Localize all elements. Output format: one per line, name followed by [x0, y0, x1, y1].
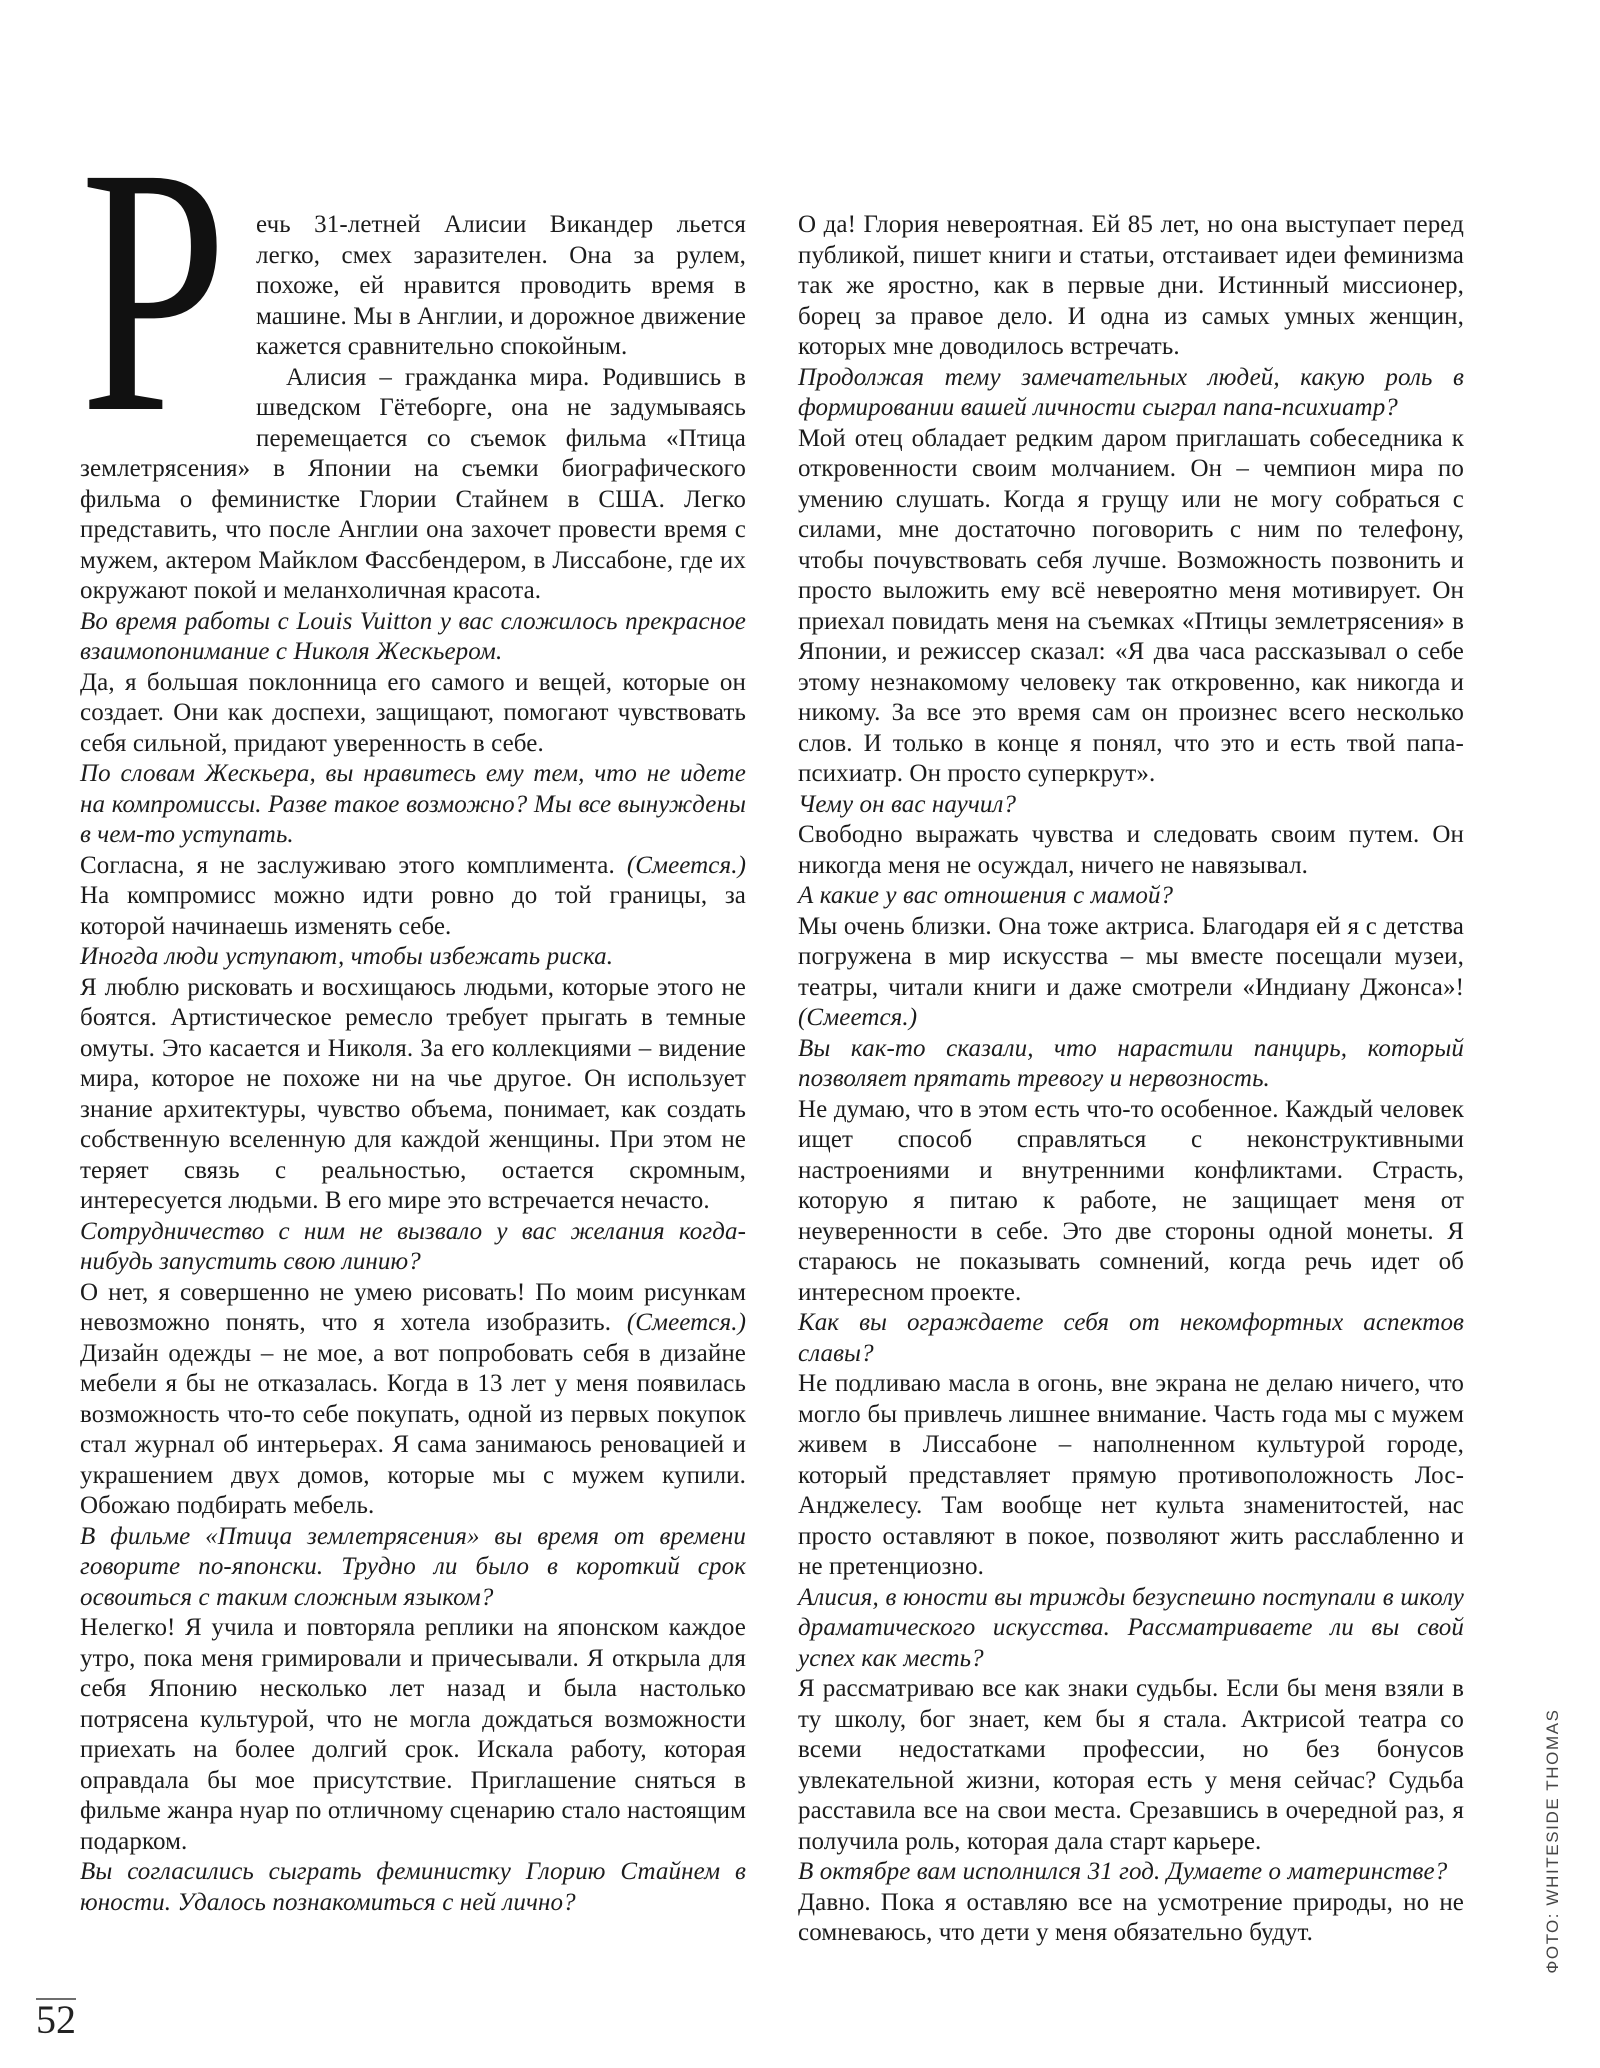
article-column-left: [80, 95, 746, 1918]
interview-question: Как вы ограждаете себя от некомфортных аспектов славы?: [798, 1309, 1464, 1367]
intro-paragraph: ечь 31-летней Алисии Викандер льется легко, смех заразителен. Она за рулем, похоже, ей нравится проводить время в машине. Мы в Англии, и дорожное движение кажется сравнительно спокойным.: [256, 211, 746, 360]
intro-paragraph: Алисия – гражданка мира. Родившись в шведском Гётеборге, она не задумываясь перемещается со съемок фильма «Птица землетрясения» в Японии на съемки биографического фильма о феминистке Глории Стайнем в США. Легко представить, что после Англии она захочет провести время с мужем, актером Майклом Фассбендером, в Лиссабоне, где их окружают покой и меланхоличная красота.: [80, 363, 746, 604]
interview-answer: Я рассматриваю все как знаки судьбы. Если бы меня взяли в ту школу, бог знает, кем бы я стала. Актрисой театра со всеми недостатками профессии, но без бонусов увлекательной жизни, которая есть у меня сейчас? Судьба расставила все на свои места. Срезавшись в очередной раз, я получила роль, которая дала старт карьере.: [798, 1675, 1464, 1855]
interview-question: Вы согласились сыграть феминистку Глорию Стайнем в юности. Удалось познакомиться с ней лично?: [80, 1858, 746, 1916]
interview-answer: Да, я большая поклонница его самого и вещей, которые он создает. Они как доспехи, защищают, помогают чувствовать себя сильной, придают уверенность в себе.: [80, 668, 746, 757]
drop-cap: [80, 95, 256, 486]
interview-answer: Нелегко! Я учила и повторяла реплики на японском каждое утро, пока меня гримировали и причесывали. Я открыла для себя Японию несколько лет назад и была настолько потрясена культурой, что не могла дождаться возможности приехать на более долгий срок. Искала работу, которая оправдала бы мое присутствие. Приглашение сняться в фильме жанра нуар по отличному сценарию стало настоящим подарком.: [80, 1614, 746, 1855]
article-column-right: [798, 210, 1464, 1949]
interview-question: Во время работы с Louis Vuitton у вас сложилось прекрасное взаимопонимание с Николя Жескьером.: [80, 607, 746, 665]
interview-answer: Я люблю рисковать и восхищаюсь людьми, которые этого не боятся. Артистическое ремесло требует прыгать в темные омуты. Это касается и Николя. За его коллекциями – видение мира, которое не похоже ни на чье другое. Он использует знание архитектуры, чувство объема, понимает, как создать собственную вселенную для каждой женщины. При этом не теряет связь с реальностью, остается скромным, интересуется людьми. В его мире это встречается нечасто.: [80, 973, 746, 1214]
interview-question: По словам Жескьера, вы нравитесь ему тем, что не идете на компромиссы. Разве такое возможно? Мы все вынуждены в чем-то уступать.: [80, 760, 746, 848]
interview-answer: Согласна, я не заслуживаю этого комплимента. (Смеется.) На компромисс можно идти ровно до той границы, за которой начинаешь изменять себе.: [80, 851, 746, 940]
interview-question: Алисия, в юности вы трижды безуспешно поступали в школу драматического искусства. Рассматриваете ли вы свой успех как месть?: [798, 1583, 1464, 1672]
page-number: 52: [36, 1997, 76, 2042]
interview-question: Продолжая тему замечательных людей, какую роль в формировании вашей личности сыграл папа-психиатр?: [798, 363, 1464, 421]
interview-answer: Свободно выражать чувства и следовать своим путем. Он никогда меня не осуждал, ничего не навязывал.: [798, 821, 1464, 879]
interview-question: А какие у вас отношения с мамой?: [798, 882, 1174, 909]
interview-answer: О да! Глория невероятная. Ей 85 лет, но она выступает перед публикой, пишет книги и статьи, отстаивает идеи феминизма так же яростно, как в первые дни. Истинный миссионер, борец за правое дело. И одна из самых умных женщин, которых мне доводилось встречать.: [798, 211, 1464, 360]
interview-question: Вы как-то сказали, что нарастили панцирь, который позволяет прятать тревогу и нервозность.: [798, 1034, 1464, 1092]
interview-answer: Не подливаю масла в огонь, вне экрана не делаю ничего, что могло бы привлечь лишнее внимание. Часть года мы с мужем живем в Лиссабоне – наполненном культурой городе, который представляет прямую противоположность Лос-Анджелесу. Там вообще нет культа знаменитостей, нас просто оставляют в покое, позволяют жить расслабленно и не претенциозно.: [798, 1370, 1464, 1580]
interview-answer: Мой отец обладает редким даром приглашать собеседника к откровенности своим молчанием. Он – чемпион мира по умению слушать. Когда я грущу или не могу собраться с силами, мне достаточно поговорить с ним по телефону, чтобы почувствовать себя лучше. Возможность позвонить и просто выложить ему всё невероятно меня мотивирует. Он приехал повидать меня на съемках «Птицы землетрясения» в Японии, и режиссер сказал: «Я два часа рассказывал о себе этому незнакомому человеку так откровенно, как никогда и никому. За все это время сам он произнес всего несколько слов. И только в конце я понял, что это и есть твой папа-психиатр. Он просто суперкрут».: [798, 424, 1464, 787]
interview-question: Чему он вас научил?: [798, 790, 1017, 818]
interview-question: В октябре вам исполнился 31 год. Думаете о материнстве?: [798, 1858, 1448, 1885]
interview-question: В фильме «Птица землетрясения» вы время от времени говорите по-японски. Трудно ли было в короткий срок освоиться с таким сложным языком?: [80, 1522, 746, 1611]
interview-question: Сотрудничество с ним не вызвало у вас желания когда-нибудь запустить свою линию?: [80, 1217, 746, 1275]
interview-answer: О нет, я совершенно не умею рисовать! По моим рисункам невозможно понять, что я хотела изобразить. (Смеется.) Дизайн одежды – не мое, а вот попробовать себя в дизайне мебели я бы не отказалась. Когда в 13 лет у меня появилась возможность что-то себе покупать, одной из первых покупок стал журнал об интерьерах. Я сама занимаюсь реновацией и украшением двух домов, которые мы с мужем купили. Обожаю подбирать мебель.: [80, 1278, 746, 1519]
interview-question: Иногда люди уступают, чтобы избежать риска.: [80, 943, 614, 970]
interview-answer: Давно. Пока я оставляю все на усмотрение природы, но не сомневаюсь, что дети у меня обязательно будут.: [798, 1888, 1464, 1946]
photo-credit: ФОТО: WHITESIDE THOMAS: [1543, 1708, 1562, 1974]
interview-answer: Не думаю, что в этом есть что-то особенное. Каждый человек ищет способ справляться с неконструктивными настроениями и внутренними конфликтами. Страсть, которую я питаю к работе, не защищает меня от неуверенности в себе. Это две стороны одной монеты. Я стараюсь не показывать сомнений, когда речь идет об интересном проекте.: [798, 1095, 1464, 1306]
interview-answer: Мы очень близки. Она тоже актриса. Благодаря ей я с детства погружена в мир искусства – мы вместе посещали музеи, театры, читали книги и даже смотрели «Индиану Джонса»! (Смеется.): [798, 912, 1464, 1031]
drop-cap-letter: Р: [80, 95, 228, 486]
